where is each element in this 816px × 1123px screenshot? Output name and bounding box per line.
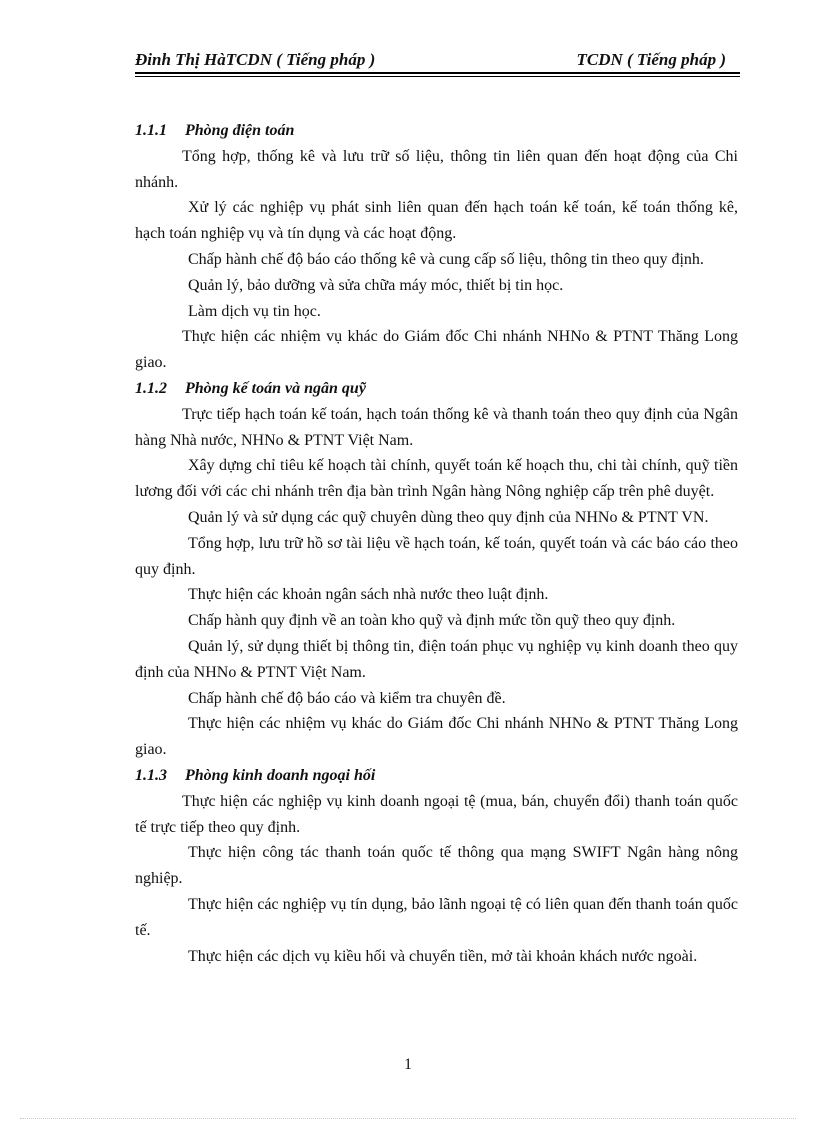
paragraph: Thực hiện các nghiệp vụ kinh doanh ngoại tệ (mua, bán, chuyển đổi) thanh toán quốc tế trực tiếp theo quy định.: [135, 792, 738, 836]
paragraph: Quản lý, sử dụng thiết bị thông tin, điện toán phục vụ nghiệp vụ kinh doanh theo quy định của NHNo & PTNT Việt Nam.: [135, 637, 738, 681]
section-title: Phòng điện toán: [185, 122, 295, 139]
section-number: 1.1.2: [135, 379, 167, 397]
section-heading-1-1-2: [135, 376, 738, 402]
paragraph: Thực hiện các nhiệm vụ khác do Giám đốc Chi nhánh NHNo & PTNT Thăng Long giao.: [135, 715, 738, 759]
section-heading-1-1-3: [135, 763, 738, 789]
paragraph: Trực tiếp hạch toán kế toán, hạch toán thống kê và thanh toán theo quy định của Ngân hàng Nhà nước, NHNo & PTNT Việt Nam.: [135, 405, 738, 449]
page-bottom-divider: [20, 1118, 796, 1119]
paragraph: Tổng hợp, thống kê và lưu trữ số liệu, thông tin liên quan đến hoạt động của Chi nhánh.: [135, 147, 738, 191]
header-rule-thick: [135, 72, 740, 74]
document-body: [135, 118, 738, 969]
paragraph: Quản lý và sử dụng các quỹ chuyên dùng theo quy định của NHNo & PTNT VN.: [188, 508, 709, 526]
header-rule-thin: [135, 76, 740, 77]
paragraph: Thực hiện các nghiệp vụ tín dụng, bảo lãnh ngoại tệ có liên quan đến thanh toán quốc tế.: [135, 895, 738, 939]
header-left-text: Đinh Thị HàTCDN ( Tiếng pháp ): [135, 50, 376, 69]
paragraph: Thực hiện công tác thanh toán quốc tế thông qua mạng SWIFT Ngân hàng nông nghiệp.: [135, 844, 738, 888]
section-title: Phòng kinh doanh ngoại hối: [185, 766, 376, 784]
paragraph: Chấp hành chế độ báo cáo và kiểm tra chuyên đề.: [188, 689, 506, 707]
paragraph: Xây dựng chỉ tiêu kế hoạch tài chính, quyết toán kế hoạch thu, chi tài chính, quỹ tiền lương đối với các chi nhánh trên địa bàn trình Ngân hàng Nông nghiệp cấp trên phê duyệt.: [135, 457, 738, 501]
page-number: 1: [404, 1056, 412, 1073]
paragraph: Chấp hành chế độ báo cáo thống kê và cung cấp số liệu, thông tin theo quy định.: [188, 250, 704, 268]
section-number: 1.1.3: [135, 766, 167, 784]
paragraph: Quản lý, bảo dưỡng và sửa chữa máy móc, thiết bị tin học.: [188, 276, 564, 294]
paragraph: Thực hiện các nhiệm vụ khác do Giám đốc Chi nhánh NHNo & PTNT Thăng Long giao.: [135, 328, 738, 372]
paragraph: Xử lý các nghiệp vụ phát sinh liên quan đến hạch toán kế toán, kế toán thống kê, hạch toán nghiệp vụ và tín dụng và các hoạt động.: [135, 199, 738, 243]
paragraph: Thực hiện các khoản ngân sách nhà nước theo luật định.: [188, 586, 549, 604]
paragraph: Chấp hành quy định về an toàn kho quỹ và định mức tồn quỹ theo quy định.: [188, 612, 676, 630]
paragraph: Tổng hợp, lưu trữ hồ sơ tài liệu về hạch toán, kế toán, quyết toán và các báo cáo theo quy định.: [135, 534, 738, 578]
section-heading-1-1-1: [135, 118, 738, 144]
section-number: 1.1.1: [135, 122, 167, 139]
section-title: Phòng kế toán và ngân quỹ: [185, 379, 366, 397]
page-header: [135, 50, 740, 72]
paragraph: Thực hiện các dịch vụ kiều hối và chuyển tiền, mở tài khoản khách nước ngoài.: [188, 947, 698, 965]
header-right-text: TCDN ( Tiếng pháp ): [576, 50, 726, 69]
paragraph: Làm dịch vụ tin học.: [188, 302, 321, 320]
